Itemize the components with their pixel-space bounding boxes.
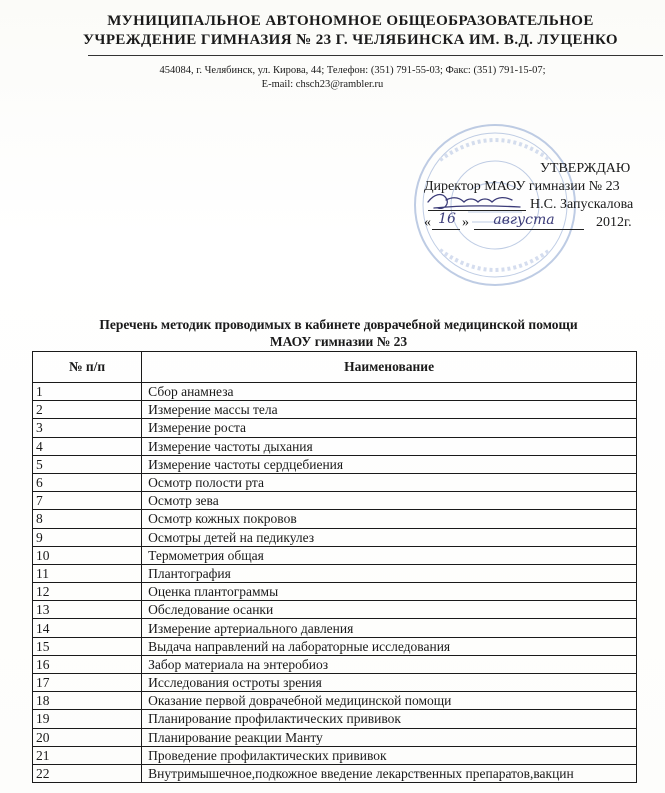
row-method-name: Оценка плантограммы	[142, 583, 637, 601]
header-divider	[88, 55, 663, 56]
row-method-name: Осмотр зева	[142, 492, 637, 510]
table-row	[33, 546, 637, 564]
row-method-name: Выдача направлений на лабораторные исследования	[142, 637, 637, 655]
table-row	[33, 674, 637, 692]
approval-director-name: Н.С. Запускалова	[530, 197, 634, 212]
row-number: 7	[33, 492, 142, 510]
row-number: 1	[33, 383, 142, 401]
row-method-name: Сбор анамнеза	[142, 383, 637, 401]
row-method-name: Обследование осанки	[142, 601, 637, 619]
table-row	[33, 764, 637, 782]
table-row	[33, 728, 637, 746]
row-method-name: Планирование профилактических прививок	[142, 710, 637, 728]
table-row	[33, 655, 637, 673]
approval-director-position: Директор МАОУ гимназии № 23	[424, 179, 620, 194]
row-method-name: Измерение массы тела	[142, 401, 637, 419]
row-number: 8	[33, 510, 142, 528]
methods-table	[32, 351, 637, 783]
column-header-name: Наименование	[142, 352, 637, 383]
row-number: 17	[33, 674, 142, 692]
row-number: 22	[33, 764, 142, 782]
approval-date-month: августа	[493, 212, 555, 228]
table-row	[33, 746, 637, 764]
row-number: 3	[33, 419, 142, 437]
row-number: 21	[33, 746, 142, 764]
row-method-name: Осмотры детей на педикулез	[142, 528, 637, 546]
organization-name-line-2: УЧРЕЖДЕНИЕ ГИМНАЗИЯ № 23 Г. ЧЕЛЯБИНСКА ИМ. В.Д. ЛУЦЕНКО	[83, 32, 618, 48]
row-number: 5	[33, 455, 142, 473]
date-open-quote: «	[424, 215, 431, 230]
row-method-name: Измерение артериального давления	[142, 619, 637, 637]
table-header-row	[33, 352, 637, 383]
row-method-name: Проведение профилактических прививок	[142, 746, 637, 764]
row-number: 6	[33, 473, 142, 491]
row-method-name: Оказание первой доврачебной медицинской помощи	[142, 692, 637, 710]
table-row	[33, 619, 637, 637]
table-row	[33, 637, 637, 655]
row-method-name: Забор материала на энтеробиоз	[142, 655, 637, 673]
date-day-underline	[432, 229, 460, 230]
table-row	[33, 601, 637, 619]
row-number: 11	[33, 564, 142, 582]
document-title	[0, 316, 665, 350]
table-row	[33, 455, 637, 473]
table-row	[33, 564, 637, 582]
row-method-name: Исследования остроты зрения	[142, 674, 637, 692]
table-row	[33, 401, 637, 419]
row-number: 4	[33, 437, 142, 455]
row-number: 13	[33, 601, 142, 619]
row-number: 20	[33, 728, 142, 746]
document-title-line-2: МАОУ гимназии № 23	[269, 334, 408, 349]
row-number: 2	[33, 401, 142, 419]
contact-address-phone: 454084, г. Челябинск, ул. Кирова, 44; Телефон: (351) 791-55-03; Факс: (351) 791-15-07;	[159, 65, 546, 76]
table-row	[33, 492, 637, 510]
contact-info	[0, 64, 665, 92]
date-month-underline	[474, 229, 584, 230]
row-number: 19	[33, 710, 142, 728]
contact-email: E-mail: chsch23@rambler.ru	[261, 79, 384, 90]
row-number: 10	[33, 546, 142, 564]
table-row	[33, 710, 637, 728]
table-row	[33, 528, 637, 546]
approval-title: УТВЕРЖДАЮ	[540, 161, 631, 176]
row-method-name: Измерение частоты дыхания	[142, 437, 637, 455]
column-header-number: № п/п	[33, 352, 142, 383]
table-row	[33, 383, 637, 401]
row-number: 18	[33, 692, 142, 710]
table-row	[33, 692, 637, 710]
approval-date-row	[424, 214, 431, 232]
date-close-quote: »	[462, 215, 469, 230]
row-method-name: Осмотр полости рта	[142, 473, 637, 491]
table-row	[33, 583, 637, 601]
organization-name-line-1: МУНИЦИПАЛЬНОЕ АВТОНОМНОЕ ОБЩЕОБРАЗОВАТЕЛЬНОЕ	[107, 13, 594, 29]
approval-date-day: 16	[438, 211, 456, 227]
row-number: 12	[33, 583, 142, 601]
organization-header	[0, 12, 665, 50]
approval-date-year: 2012г.	[596, 215, 632, 230]
table-row	[33, 419, 637, 437]
document-title-line-1: Перечень методик проводимых в кабинете доврачебной медицинской помощи	[99, 317, 578, 332]
row-method-name: Плантография	[142, 564, 637, 582]
row-number: 15	[33, 637, 142, 655]
row-number: 14	[33, 619, 142, 637]
table-row	[33, 473, 637, 491]
row-method-name: Планирование реакции Манту	[142, 728, 637, 746]
row-method-name: Измерение роста	[142, 419, 637, 437]
table-row	[33, 510, 637, 528]
table-row	[33, 437, 637, 455]
row-method-name: Внутримышечное,подкожное введение лекарственных препаратов,вакцин	[142, 764, 637, 782]
row-number: 16	[33, 655, 142, 673]
row-method-name: Термометрия общая	[142, 546, 637, 564]
row-number: 9	[33, 528, 142, 546]
row-method-name: Измерение частоты сердцебиения	[142, 455, 637, 473]
row-method-name: Осмотр кожных покровов	[142, 510, 637, 528]
